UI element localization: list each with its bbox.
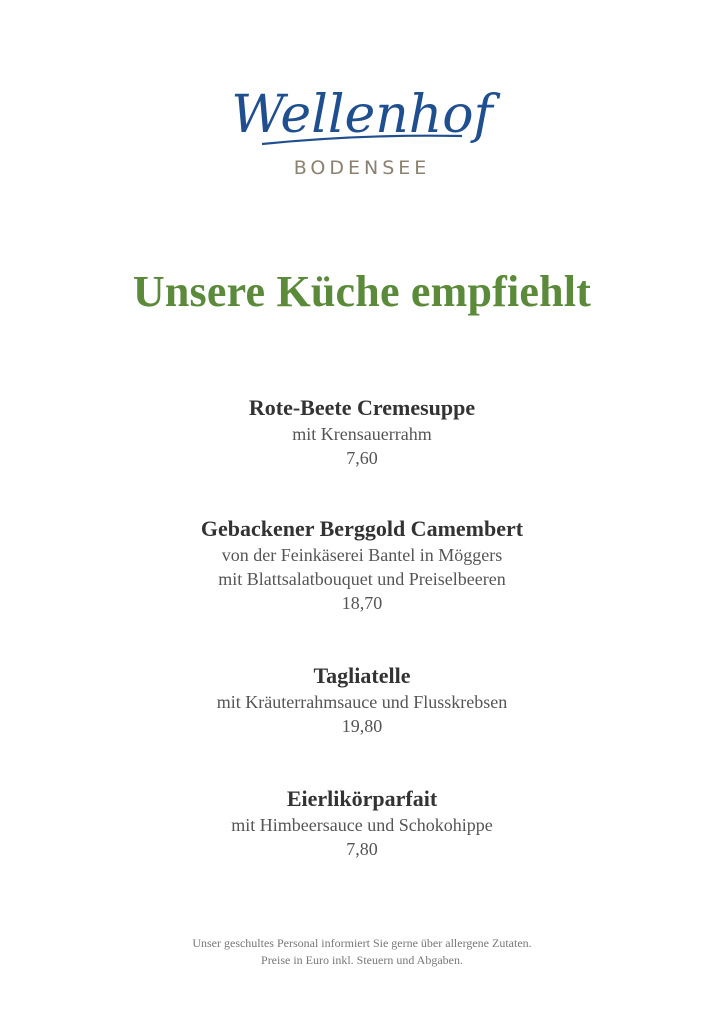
dish-name: Eierlikörparfait [286, 786, 438, 811]
page-headline: Unsere Küche empfiehlt [132, 267, 592, 316]
menu-item [0, 515, 724, 615]
footer-note [0, 935, 724, 969]
dish-description: von der Feinkäserei Bantel in Möggers [221, 545, 503, 565]
dish-description: mit Kräuterrahmsauce und Flusskrebsen [216, 692, 508, 712]
menu-item [0, 662, 724, 738]
dish-price: 7,60 [346, 448, 378, 468]
wellenhof-logo [0, 78, 724, 188]
dish-description: mit Himbeersauce und Schokohippe [231, 815, 493, 835]
price-note: Preise in Euro inkl. Steuern und Abgaben. [261, 953, 463, 967]
dish-description: mit Blattsalatbouquet und Preiselbeeren [218, 569, 506, 589]
dish-name: Rote-Beete Cremesuppe [248, 395, 476, 420]
dish-price: 19,80 [341, 716, 383, 736]
allergen-note: Unser geschultes Personal informiert Sie gerne über allergene Zutaten. [192, 936, 532, 950]
dish-price: 18,70 [341, 593, 383, 613]
logo-wordmark: Wellenhof [231, 85, 493, 145]
dish-name: Gebackener Berggold Camembert [200, 516, 524, 541]
logo-subline: BODENSEE [293, 157, 431, 179]
dish-price: 7,80 [346, 839, 378, 859]
menu-item [0, 785, 724, 861]
dish-description: mit Krensauerrahm [292, 424, 432, 444]
menu-item [0, 394, 724, 470]
dish-name: Tagliatelle [313, 663, 411, 688]
